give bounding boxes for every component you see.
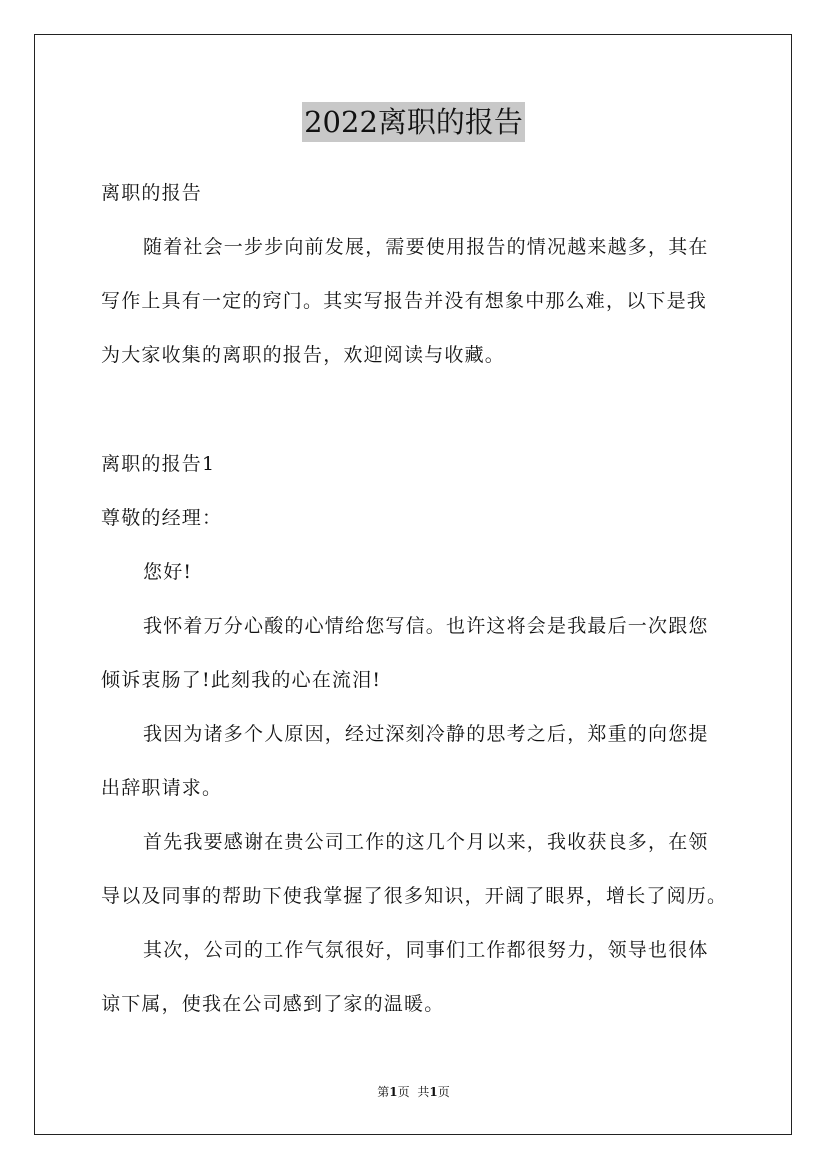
paragraph-line: 谅下属，使我在公司感到了家的温暖。 bbox=[101, 993, 445, 1015]
paragraph-line: 倾诉衷肠了!此刻我的心在流泪! bbox=[101, 669, 382, 691]
document-title: 2022离职的报告 bbox=[302, 102, 525, 142]
page-total: 1 bbox=[429, 1085, 438, 1099]
total-prefix: 共 bbox=[417, 1085, 430, 1099]
page-footer bbox=[0, 1084, 827, 1100]
total-suffix: 页 bbox=[437, 1085, 450, 1099]
paragraph-line: 我怀着万分心酸的心情给您写信。也许这将会是我最后一次跟您 bbox=[143, 615, 709, 637]
intro-line: 写作上具有一定的窍门。其实写报告并没有想象中那么难，以下是我 bbox=[101, 290, 708, 312]
document-subtitle: 离职的报告 bbox=[101, 182, 203, 204]
salutation: 尊敬的经理： bbox=[101, 507, 223, 529]
title-container bbox=[0, 102, 827, 142]
page-current: 1 bbox=[389, 1085, 398, 1099]
paragraph-line: 我因为诸多个人原因，经过深刻冷静的思考之后，郑重的向您提 bbox=[143, 723, 709, 745]
page-suffix: 页 bbox=[397, 1085, 410, 1099]
paragraph-line: 出辞职请求。 bbox=[101, 777, 223, 799]
paragraph-line: 其次，公司的工作气氛很好，同事们工作都很努力，领导也很体 bbox=[143, 939, 709, 961]
paragraph-line: 导以及同事的帮助下使我掌握了很多知识，开阔了眼界，增长了阅历。 bbox=[101, 885, 728, 907]
section-heading: 离职的报告1 bbox=[101, 453, 216, 475]
greeting: 您好! bbox=[143, 561, 193, 583]
paragraph-line: 首先我要感谢在贵公司工作的这几个月以来，我收获良多，在领 bbox=[143, 831, 709, 853]
page-prefix: 第 bbox=[377, 1085, 390, 1099]
intro-line: 为大家收集的离职的报告，欢迎阅读与收藏。 bbox=[101, 344, 506, 366]
intro-line: 随着社会一步步向前发展，需要使用报告的情况越来越多，其在 bbox=[143, 236, 709, 258]
